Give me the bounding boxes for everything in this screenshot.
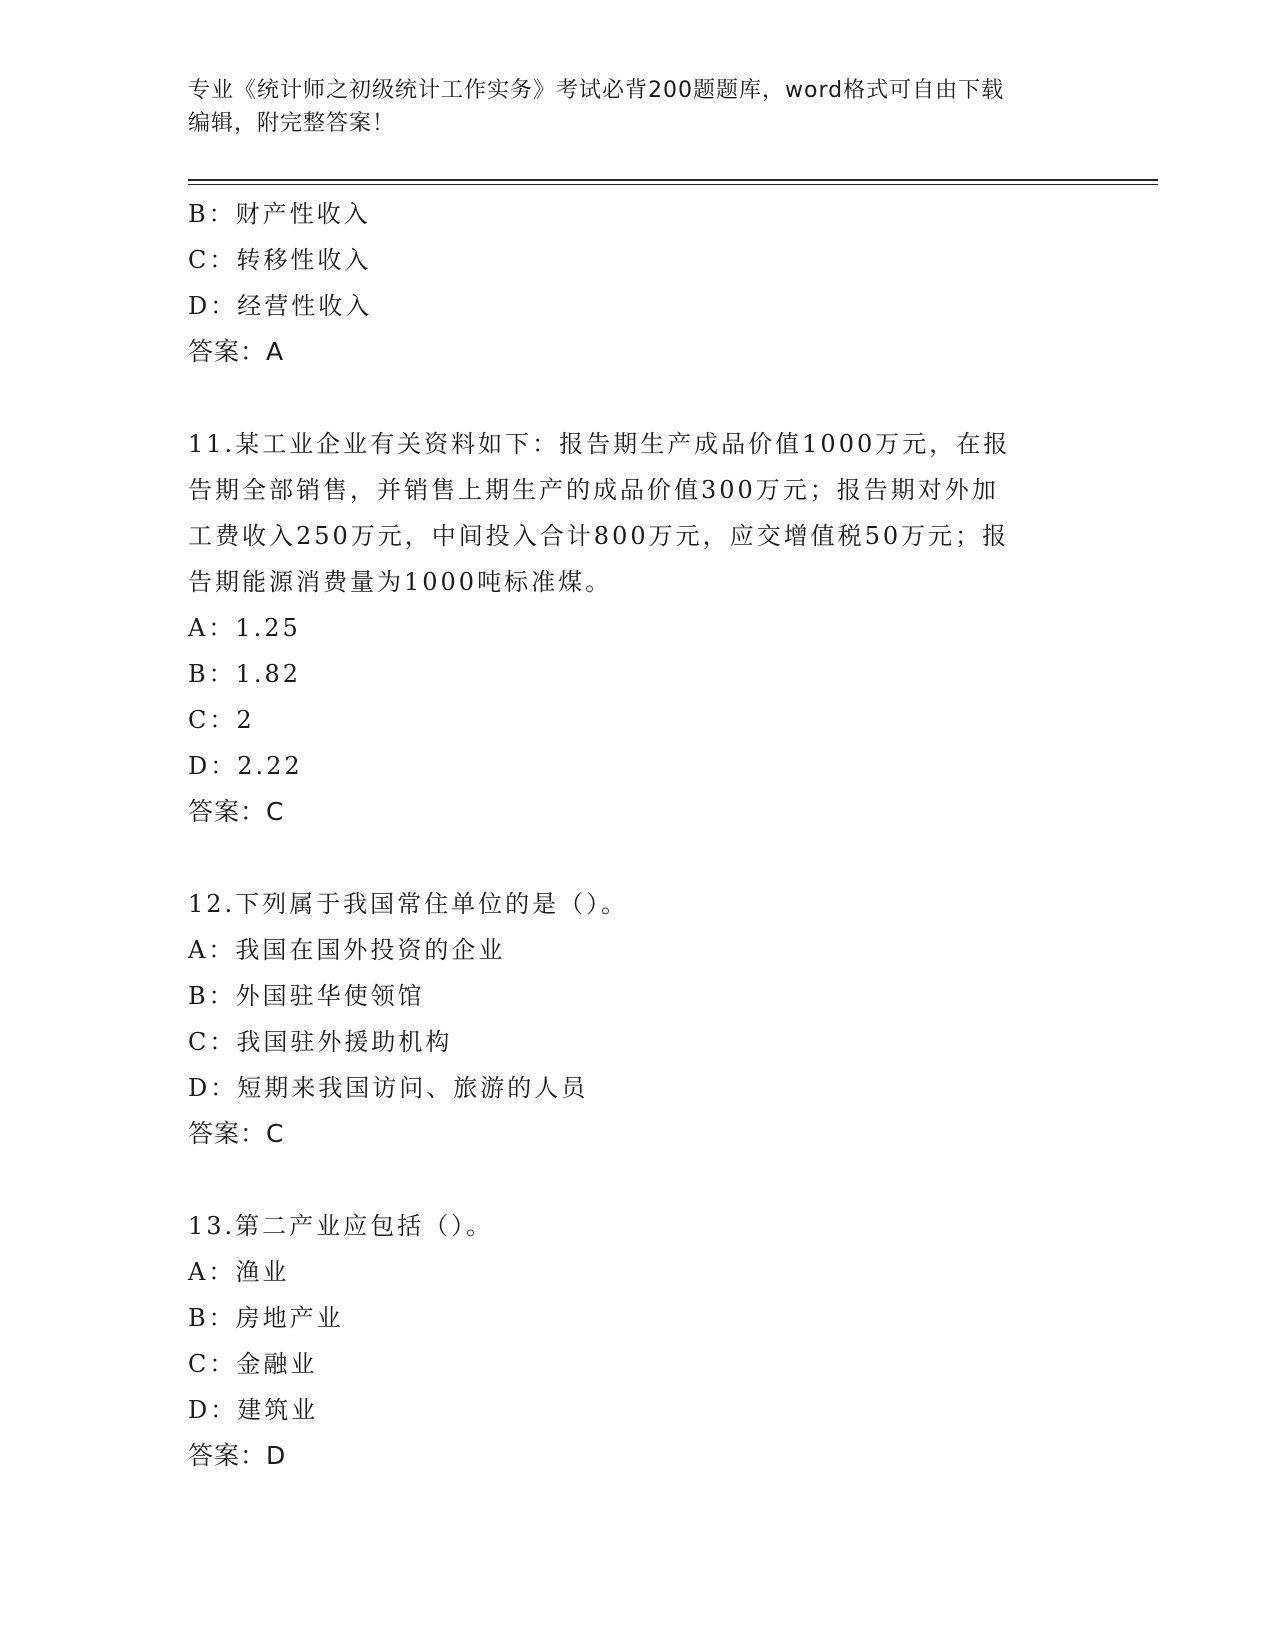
- answer: 答案：D: [188, 1441, 287, 1470]
- option-b: B：外国驻华使领馆: [188, 982, 425, 1010]
- header-line-1: 专业《统计师之初级统计工作实务》考试必背200题题库，word格式可自由下载: [188, 78, 1005, 103]
- spacer: [188, 1157, 1088, 1203]
- question-list: [188, 191, 1088, 1479]
- question-13: [188, 1203, 1088, 1479]
- header-line-2: 编辑，附完整答案！: [188, 111, 396, 136]
- header-rule-thin: [188, 184, 1158, 185]
- spacer: [188, 375, 1088, 421]
- option-b: B：1.82: [188, 660, 302, 688]
- option-d: D：短期来我国访问、旅游的人员: [188, 1074, 589, 1102]
- question-stem-line: 13.第二产业应包括（）。: [188, 1212, 494, 1240]
- question-stem-line: 12.下列属于我国常住单位的是（）。: [188, 890, 629, 918]
- question-12: [188, 881, 1088, 1157]
- answer: 答案：C: [188, 1119, 285, 1148]
- option-a: A：1.25: [188, 614, 301, 642]
- document-header: [188, 74, 1088, 140]
- question-stem-line: 告期能源消费量为1000吨标准煤。: [188, 568, 613, 596]
- header-rule-thick: [188, 179, 1158, 181]
- question-10-tail: [188, 191, 1088, 375]
- question-stem-line: 11.某工业企业有关资料如下：报告期生产成品价值1000万元，在报: [188, 430, 1011, 458]
- option-a: A：我国在国外投资的企业: [188, 936, 506, 964]
- question-stem-line: 工费收入250万元，中间投入合计800万元，应交增值税50万元；报: [188, 522, 1010, 550]
- option-d: D：经营性收入: [188, 292, 373, 320]
- answer: 答案：C: [188, 797, 285, 826]
- option-c: C：金融业: [188, 1350, 318, 1378]
- question-stem-line: 告期全部销售，并销售上期生产的成品价值300万元；报告期对外加: [188, 476, 999, 504]
- option-c: C：2: [188, 706, 255, 734]
- option-d: D：2.22: [188, 752, 303, 780]
- option-c: C：我国驻外援助机构: [188, 1028, 453, 1056]
- question-11: [188, 421, 1088, 835]
- option-b: B：房地产业: [188, 1304, 344, 1332]
- answer: 答案：A: [188, 337, 285, 366]
- option-b: B：财产性收入: [188, 200, 371, 228]
- option-c: C：转移性收入: [188, 246, 372, 274]
- option-a: A：渔业: [188, 1258, 290, 1286]
- spacer: [188, 835, 1088, 881]
- option-d: D：建筑业: [188, 1396, 319, 1424]
